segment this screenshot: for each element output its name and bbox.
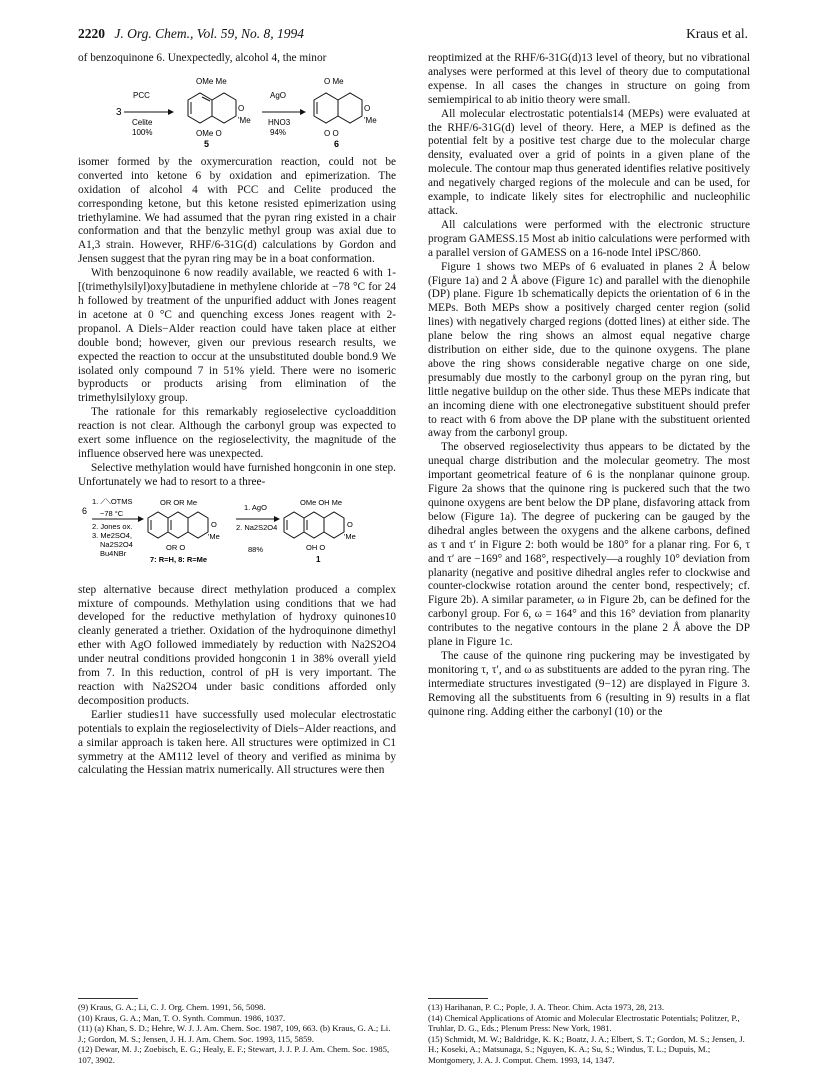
methyl-label: 'Me	[364, 115, 377, 125]
footnote: (15) Schmidt, M. W.; Baldridge, K. K.; Boatz, J. A.; Elbert, S. T.; Gordon, M. S.; Jensen, J. H.; Koseki, A.; Matsunaga, S.; Nguyen, K. A.; Su, S.; Windus, T. L.; Dupuis, M.; Montgomery, J. A. J. Comput. Chem. 1993, 14, 1347.	[428, 1033, 745, 1065]
reagent-label: Na2S2O4	[100, 539, 133, 549]
scheme-1-drawing	[78, 70, 396, 150]
paragraph: reoptimized at the RHF/6-31G(d)13 level of theory, but no vibrational analyses were performed at this level of theory due to computational expense. In all cases the changes in structure on going from semiempirical to ab initio theory were small.	[428, 52, 750, 106]
paragraph: of benzoquinone 6. Unexpectedly, alcohol 4, the minor	[78, 52, 327, 64]
hongconin-structure	[284, 512, 344, 538]
paragraph: The cause of the quinone ring puckering may be investigated by monitoring τ, τ′, and ω as substituents are added to the pyran ring. The intermediate structures investigated (9−12) are displayed in Figure 3. Removing all the substituents from 6 (resulting in 9) results in a flat quinone ring. Adding either the carbonyl (10) or the	[428, 649, 750, 718]
reaction-scheme-2	[78, 494, 396, 578]
compound-number: 7: R=H, 8: R=Me	[150, 554, 208, 564]
reagent-label: 2. Na2S2O4	[236, 522, 278, 532]
footnotes-right	[428, 1002, 750, 1066]
compound-5-structure	[188, 93, 236, 123]
ring-oxygen-label: O	[238, 103, 245, 113]
reagent-label: Bu4NBr	[100, 548, 127, 558]
running-head	[78, 26, 304, 42]
yield-label: 94%	[270, 127, 287, 137]
substituent-label: O O	[324, 128, 339, 138]
journal-citation: J. Org. Chem., Vol. 59, No. 8, 1994	[114, 26, 304, 41]
right-column	[428, 52, 750, 720]
footnote: (13) Harihanan, P. C.; Pople, J. A. Theor. Chim. Acta 1973, 28, 213.	[428, 1002, 665, 1012]
paragraph: All molecular electrostatic potentials14 (MEPs) were evaluated at the RHF/6-31G(d) level of theory. Here, a MEP is defined as the potential felt by a positive test charge due to the molecular charge density, evaluated over a grid of points in a given plane of the molecule. The contour map thus generated identifies relative positively and negatively charged regions of the molecule and can be used, for example, to indicate likely sites for electrophilic and nucleophilic attack.	[428, 107, 750, 217]
footnotes-left	[78, 1002, 396, 1066]
compound-number: 6	[334, 138, 340, 149]
paragraph: The rationale for this remarkably regioselective cycloaddition reaction is not clear. Although the carbonyl group was expected to exert some influence on the regioselectivity, the magnitude of the influence observed here was unexpected.	[78, 406, 396, 460]
page-number: 2220	[78, 26, 105, 41]
paragraph: With benzoquinone 6 now readily available, we reacted 6 with 1-[(trimethylsilyl)oxy]butadiene in methylene chloride at −78 °C for 24 h followed by treatment of the unpurified adduct with Jones reagent in acetone at 0 °C and quenching excess Jones reagent with 2-propanol. A Diels−Alder reaction could have taken place at either double bond; however, given our previous research results, we expected the reaction to occur at the unsubstituted double bond.9 We isolated only compound 7 in 51% yield. There were no isomeric byproducts or products arising from elimination of the trimethylsilyloxy group.	[78, 267, 396, 405]
scheme-start-label: 6	[82, 505, 88, 516]
ring-oxygen-label: O	[211, 519, 217, 529]
paragraph: All calculations were performed with the electronic structure program GAMESS.15 Most ab initio calculations were performed with a parallel version of GAMESS on a 16-node Intel iPSC/860.	[428, 218, 750, 259]
reagent-label: 3. Me2SO4,	[92, 530, 133, 540]
arrow-head-icon	[274, 516, 280, 522]
methyl-label: 'Me	[208, 531, 220, 541]
methyl-label: 'Me	[238, 115, 251, 125]
footnote: (14) Chemical Applications of Atomic and Molecular Electrostatic Potentials; Politzer, P., Truhlar, D. G., Eds.; Plenum Press: New York, 1981.	[428, 1012, 740, 1034]
reagent-label: Celite	[132, 117, 153, 127]
substituent-label: OH O	[306, 542, 326, 552]
paragraph: The observed regioselectivity thus appears to be dictated by the unequal charge distribution and the molecular geometry. The most important geometrical feature of 6 is the nonplanar quinone group. Figure 2a shows that the quinone ring is puckered such that the two quinone oxygens are bent below the DP plane, disfavoring attack from below (Figure 1a). The degree of puckering can be gauged by the dihedral angles between the oxygens and the alkene carbons, defined as τ and τ′ in Figure 2: both would be 180° for a planar ring. For 6, τ and τ′ are −169° and 168°, respectively—a roughly 10° deviation from planarity (negative and positive dihedral angles refer to clockwise and counter-clockwise rotation around the center bond, respectively; cf. Figure 2b). A similar parameter, ω in Figure 2b, can be defined for the carbonyl group. For 6, ω = 164° and this 16° deviation from planarity contributes to the negative contours in the plane 2 Å above the DP plane in Figure 1c.	[428, 441, 750, 649]
substituent-label: O Me	[324, 76, 344, 86]
yield-label: 88%	[248, 544, 264, 554]
substituent-label: OR OR Me	[160, 497, 198, 507]
author-running-head: Kraus et al.	[686, 26, 748, 41]
compound-6-structure	[314, 93, 362, 123]
footnote: (9) Kraus, G. A.; Li, C. J. Org. Chem. 1991, 56, 5098.	[78, 1002, 266, 1012]
paragraph: Figure 1 shows two MEPs of 6 evaluated in planes 2 Å below (Figure 1a) and 2 Å above (Figure 1c) and parallel with the dienophile (DP) plane. Figure 1b schematically depicts the orientation of 6 in the MEPs. Both MEPs show a positively charged center region (solid lines) with negatively charged regions (dotted lines) at either side. The plane below the ring shows an almost equal negative charge distribution on either side, due to the quinone oxygens. The plane above the ring shows considerable negative charge on one side, presumably due mostly to the carbonyl group on the pyran ring, but little negative buildup on the other side. Thus these MEPs indicate that an incoming diene with one electronegative substituent should prefer to react with 6 from above the DP plane with the substituent oriented away from the carbonyl group.	[428, 260, 750, 440]
compound-7-8-structure	[148, 512, 208, 538]
compound-number: 5	[204, 138, 210, 149]
paragraph: isomer formed by the oxymercuration reaction, could not be converted into ketone 6 by oxidation and epimerization. The oxidation of alcohol 4 with PCC and Celite produced the corresponding ketone, but this ketone resisted epimerization using triethylamine. We had assumed that the pyran ring existed in a chair conformation and that the benzylic methyl group was axial due to A1,3 strain. However, RHF/6-31G(d) calculations by Gordon and Jensen suggest that the pyran ring may be in a boat conformation.	[78, 155, 396, 266]
methyl-label: 'Me	[344, 531, 356, 541]
footnote: (11) (a) Khan, S. D.; Hehre, W. J. J. Am. Chem. Soc. 1987, 109, 663. (b) Kraus, G. A.; Li. J.; Gordon, M. S.; Jensen, J. H. J. Am. Chem. Soc. 1993, 115, 5859.	[78, 1023, 391, 1044]
paragraph: Selective methylation would have furnished hongconin in one step. Unfortunately we had to resort to a three-	[78, 461, 396, 488]
scheme-start-label: 3	[116, 106, 122, 118]
reaction-scheme-1	[78, 70, 396, 150]
reagent-label: −78 °C	[100, 508, 124, 518]
page-header	[78, 26, 748, 44]
arrow-head-icon	[168, 109, 174, 115]
reagent-label: 1. ⟋⟍OTMS	[92, 496, 133, 506]
reagent-label: AgO	[270, 90, 287, 100]
arrow-head-icon	[138, 516, 144, 522]
footnote: (10) Kraus, G. A.; Man, T. O. Synth. Commun. 1986, 1037.	[78, 1012, 286, 1023]
ring-oxygen-label: O	[347, 519, 353, 529]
ring-oxygen-label: O	[364, 103, 371, 113]
reagent-label: 1. AgO	[244, 502, 267, 512]
reagent-label: PCC	[133, 90, 150, 100]
yield-label: 100%	[132, 127, 153, 137]
substituent-label: OR O	[166, 542, 186, 552]
compound-number: 1	[316, 554, 321, 564]
substituent-label: OMe O	[196, 128, 222, 138]
footnote: (12) Dewar, M. J.; Zoebisch, E. G.; Healy, E. F.; Stewart, J. J. P. J. Am. Chem. Soc. 1985, 107, 3902.	[78, 1044, 390, 1065]
substituent-label: OMe Me	[196, 76, 227, 86]
substituent-label: OMe OH Me	[300, 497, 343, 507]
footnote-divider	[78, 998, 138, 999]
paragraph: Earlier studies11 have successfully used molecular electrostatic potentials to explain the regioselectivity of Diels−Alder reactions, and a similar approach is taken here. All structures were optimized in C1 symmetry at the AM112 level of theory and verified as minima by calculating the Hessian matrix numerically. All structures were then	[78, 708, 396, 777]
left-column	[78, 52, 396, 778]
reagent-label: HNO3	[268, 117, 291, 127]
reagent-label: 2. Jones ox.	[92, 521, 133, 531]
arrow-head-icon	[300, 109, 306, 115]
paragraph: step alternative because direct methylation produced a complex mixture of compounds. Methylation using conditions that we had developed for the reductive methylation of hydroxy quinones10 cleanly generated a triether. Oxidation of the hydroquinone dimethyl ether with AgO followed immediately by reduction with Na2S2O4 under neutral conditions provided hongconin 1 in 38% overall yield from 7. In this reduction, control of pH is very important. The reaction with Na2S2O4 under basic conditions afforded only decomposition products.	[78, 583, 396, 707]
scheme-2-drawing	[78, 494, 396, 578]
footnote-divider	[428, 998, 488, 999]
